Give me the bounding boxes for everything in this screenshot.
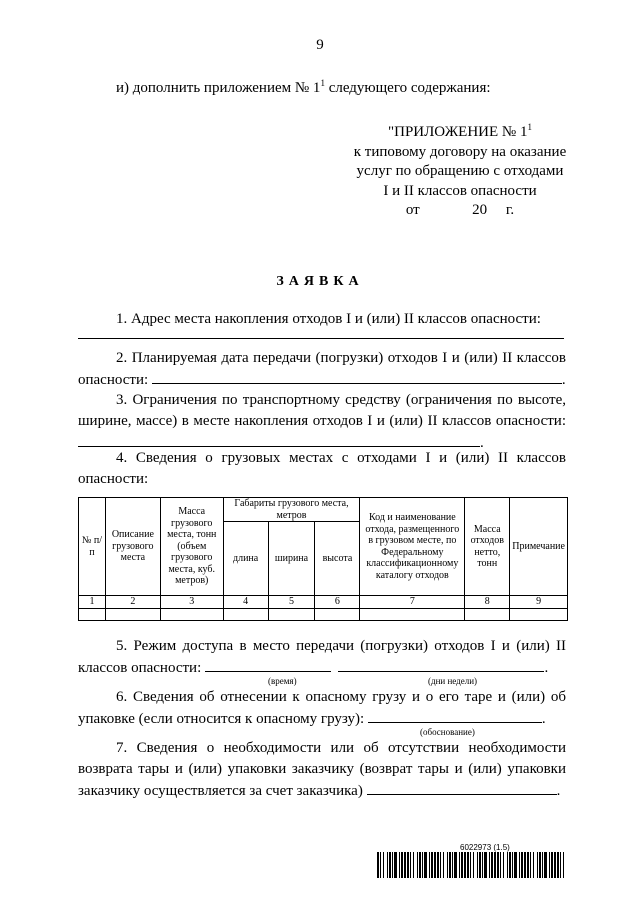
barcode-bar [560, 852, 561, 878]
barcode-bar [524, 852, 526, 878]
col-num: 8 [465, 596, 510, 609]
item-1-fill-line[interactable] [78, 338, 564, 339]
th-mass: Масса грузового места, тонн (объем грузового места, куб. метров) [160, 498, 223, 596]
col-num: 6 [315, 596, 360, 609]
col-num: 2 [105, 596, 160, 609]
barcode-bar [563, 852, 564, 878]
item-5-time-caption: (время) [268, 676, 297, 686]
barcode-bar [542, 852, 543, 878]
barcode-bar [484, 852, 487, 878]
barcode-bar [437, 852, 439, 878]
barcode-bar [380, 852, 381, 878]
th-hei: высота [315, 522, 360, 596]
barcode-bar [473, 852, 474, 878]
barcode-bar [459, 852, 460, 878]
appendix-line-5: от 20 г. [405, 202, 515, 218]
barcode-bar [539, 852, 541, 878]
barcode-bar [424, 852, 427, 878]
appendix-line-2: к типовому договору на оказание [353, 143, 567, 160]
barcode-bar [530, 852, 531, 878]
barcode-number: 6022973 (1.5) [460, 843, 510, 852]
item-3-fill-line[interactable] [78, 432, 480, 447]
barcode-bar [447, 852, 448, 878]
th-len: длина [223, 522, 268, 596]
barcode-bar [407, 852, 409, 878]
cargo-table [78, 497, 568, 621]
barcode-bar [464, 852, 466, 878]
intro-sup: 1 [320, 78, 325, 88]
th-code: Код и наименование отхода, размещенного в грузовом месте, по Федеральному классификационному каталогу отходов [360, 498, 465, 596]
intro-tail: следующего содержания: [324, 80, 491, 96]
barcode-bar [410, 852, 411, 878]
barcode-bar [557, 852, 559, 878]
barcode-bar [387, 852, 388, 878]
barcode-bar [392, 852, 393, 878]
th-note: Примечание [510, 498, 568, 596]
item-5-days-caption: (дни недели) [428, 676, 478, 686]
barcode-bar [494, 852, 496, 878]
intro-text [116, 78, 491, 97]
barcode-bar [394, 852, 397, 878]
th-wid: ширина [268, 522, 315, 596]
barcode-bar [514, 852, 517, 878]
barcode-bar [512, 852, 513, 878]
barcode-bar [443, 852, 444, 878]
barcode-bar [467, 852, 469, 878]
item-5-days-line[interactable] [338, 657, 544, 672]
th-num: № п/п [79, 498, 106, 596]
barcode-bar [470, 852, 471, 878]
item-6: 6. Сведения об отнесении к опасному грузу и о его таре и (или) об упаковке (если относится к опасному грузу): . [78, 689, 566, 727]
barcode-bar [383, 852, 384, 878]
barcode-bar [503, 852, 504, 878]
barcode-bar [497, 852, 499, 878]
col-num: 3 [160, 596, 223, 609]
barcode-bar [431, 852, 433, 878]
col-num: 4 [223, 596, 268, 609]
item-6-reason-caption: (обоснование) [420, 727, 475, 737]
th-dims: Габариты грузового места, метров [223, 498, 360, 522]
item-3: 3. Ограничения по транспортному средству (ограничения по высоте, ширине, массе) в месте накопления отходов I и (или) II классов опасности: . [78, 392, 566, 451]
barcode-bar [500, 852, 501, 878]
barcode-bar [377, 852, 379, 878]
th-net: Масса отходов нетто, тонн [465, 498, 510, 596]
item-2: 2. Планируемая дата передачи (погрузки) отходов I и (или) II классов опасности: . [78, 350, 566, 388]
item-1: 1. Адрес места накопления отходов I и (или) II классов опасности: [116, 311, 541, 327]
barcode-bar [533, 852, 534, 878]
intro-main: и) дополнить приложением № 1 [116, 80, 321, 96]
barcode-bar [419, 852, 421, 878]
table-column-numbers [79, 596, 568, 609]
barcode-bar [417, 852, 418, 878]
barcode-bar [452, 852, 453, 878]
col-num: 5 [268, 596, 315, 609]
barcode-bar [519, 852, 520, 878]
barcode-bar [401, 852, 403, 878]
item-5-time-line[interactable] [205, 657, 331, 672]
item-7-fill-line[interactable] [367, 780, 557, 795]
appendix-line-3: услуг по обращению с отходами [356, 163, 564, 179]
barcode-bar [549, 852, 550, 878]
barcode-bar [477, 852, 478, 878]
barcode-bar [491, 852, 493, 878]
document-title: ЗАЯВКА [276, 274, 364, 289]
appendix-header [340, 118, 580, 221]
barcode-bar [422, 852, 423, 878]
col-num: 7 [360, 596, 465, 609]
barcode-bar [482, 852, 483, 878]
barcode-bar [389, 852, 391, 878]
item-4: 4. Сведения о грузовых местах с отходами I и (или) II классов опасности: [78, 450, 566, 487]
barcode-bar [507, 852, 508, 878]
page-number: 9 [316, 37, 324, 53]
barcode-bar [461, 852, 463, 878]
barcode-bar [434, 852, 436, 878]
barcode-bar [509, 852, 511, 878]
item-5: 5. Режим доступа в место передачи (погрузки) отходов I и (или) II классов опасности: . [78, 638, 566, 676]
barcode-bar [554, 852, 556, 878]
th-desc: Описание грузового места [105, 498, 160, 596]
col-num: 1 [79, 596, 106, 609]
col-num: 9 [510, 596, 568, 609]
barcode-bar [440, 852, 441, 878]
barcode-bar [454, 852, 457, 878]
barcode-icon [377, 852, 567, 878]
barcode-bar [429, 852, 430, 878]
table-row[interactable] [79, 608, 568, 620]
barcode-bar [544, 852, 547, 878]
appendix-line-1: "ПРИЛОЖЕНИЕ № $1^1$ [387, 122, 532, 140]
barcode-bar [527, 852, 529, 878]
appendix-line-4: I и II классов опасности [383, 182, 537, 199]
barcode-bar [489, 852, 490, 878]
item-6-fill-line[interactable] [368, 708, 542, 723]
barcode-bar [537, 852, 538, 878]
barcode-bar [399, 852, 400, 878]
barcode-bar [479, 852, 481, 878]
item-7: 7. Сведения о необходимости или об отсутствии необходимости возврата тары и (или) упаковки заказчику (возврат тары и (или) упаковки заказчику осуществляется за счет заказчика) . [78, 740, 566, 799]
barcode-bar [521, 852, 523, 878]
item-2-fill-line[interactable] [152, 369, 562, 384]
barcode-bar [413, 852, 414, 878]
barcode-bar [404, 852, 406, 878]
barcode-bar [551, 852, 553, 878]
barcode-bar [449, 852, 451, 878]
